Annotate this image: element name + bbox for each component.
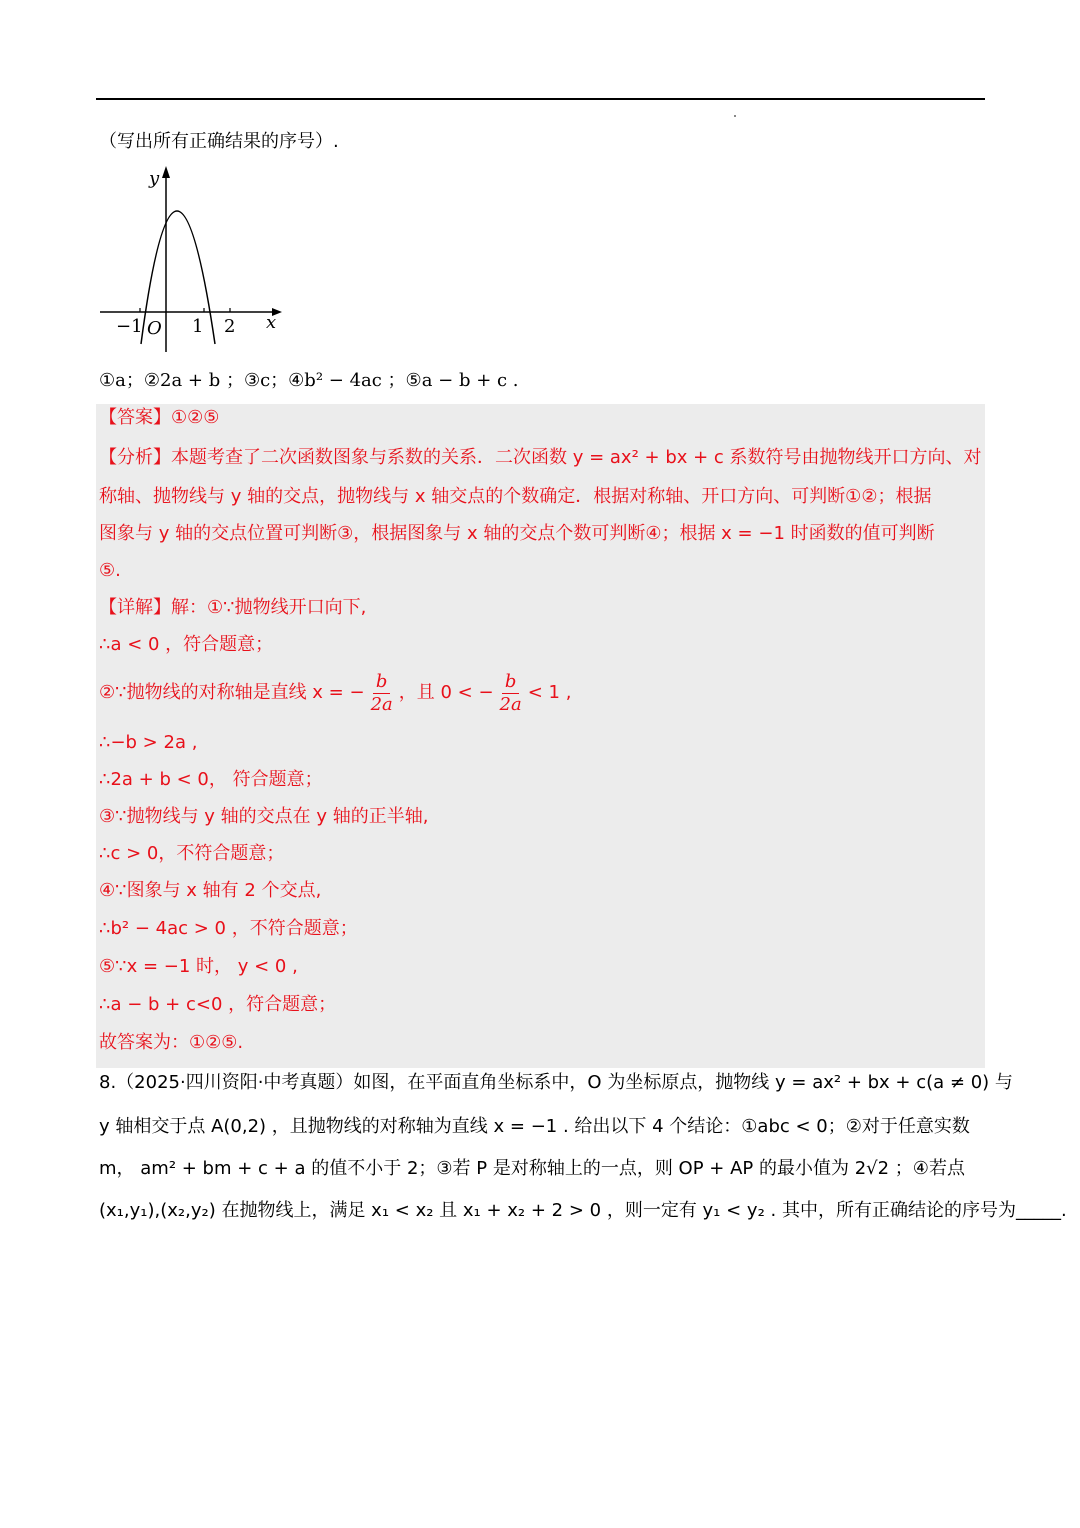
detail-line-7: ∴c > 0，不符合题意； <box>99 843 285 864</box>
origin-label: O <box>147 318 162 339</box>
tick-label-1: 1 <box>192 316 204 337</box>
detail-line-11: ∴a − b + c<0 ，符合题意； <box>99 994 337 1015</box>
fraction-denominator: 2a <box>370 693 393 715</box>
detail-line-10: ⑤∵x = −1 时， y < 0 , <box>99 956 298 977</box>
q8-line-4: (x₁,y₁),(x₂,y₂) 在抛物线上，满足 x₁ < x₂ 且 x₁ + x₂ + 2 > 0 ，则一定有 y₁ < y₂ . 其中，所有正确结论的序号为_____. <box>99 1200 1067 1221</box>
fraction-b-over-2a-second <box>497 671 525 716</box>
detail-line-8: ④∵图象与 x 轴有 2 个交点, <box>99 880 322 901</box>
header-rule <box>96 98 985 100</box>
fraction-numerator: b <box>373 671 391 694</box>
detail-line-2: ∴a < 0 ，符合题意； <box>99 634 274 655</box>
tick-label-2: 2 <box>224 316 236 337</box>
q8-line-3: m， am² + bm + c + a 的值不小于 2；③若 P 是对称轴上的一点，则 OP + AP 的最小值为 2√2 ；④若点 <box>99 1158 965 1179</box>
tick-label-neg1: −1 <box>116 316 143 337</box>
analysis-line-1: 【分析】本题考查了二次函数图象与系数的关系．二次函数 y = ax² + bx + c 系数符号由抛物线开口方向、对 <box>99 447 982 468</box>
fraction-denominator-second: 2a <box>499 693 522 715</box>
q8-line-1: 8.（2025·四川资阳·中考真题）如图，在平面直角坐标系中，O 为坐标原点，抛物线 y = ax² + bx + c(a ≠ 0) 与 <box>99 1072 1013 1093</box>
detail-line-3-mid: ，且 0 < − <box>398 682 494 703</box>
detail-line-6: ③∵抛物线与 y 轴的交点在 y 轴的正半轴, <box>99 806 429 827</box>
answer-line: 【答案】①②⑤ <box>99 407 220 428</box>
detail-line-9: ∴b² − 4ac > 0 ，不符合题意； <box>99 918 358 939</box>
instruction-text: （写出所有正确结果的序号）. <box>99 131 339 152</box>
analysis-line-4: ⑤. <box>99 560 121 581</box>
x-axis-label: x <box>266 312 277 333</box>
analysis-line-3: 图象与 y 轴的交点位置可判断③，根据图象与 x 轴的交点个数可判断④；根据 x = −1 时函数的值可判断 <box>99 523 935 544</box>
detail-line-5: ∴2a + b < 0， 符合题意； <box>99 769 323 790</box>
y-axis-label: y <box>149 168 160 189</box>
y-axis-arrow <box>162 166 170 178</box>
q8-line-2: y 轴相交于点 A(0,2) ，且抛物线的对称轴为直线 x = −1 . 给出以下 4 个结论：①abc < 0；②对于任意实数 <box>99 1116 970 1137</box>
detail-line-4: ∴−b > 2a , <box>99 732 198 753</box>
detail-line-12: 故答案为：①②⑤. <box>99 1032 244 1053</box>
detail-line-3 <box>99 668 571 718</box>
header-dot <box>734 115 736 117</box>
detail-line-1: 【详解】解：①∵抛物线开口向下, <box>99 597 367 618</box>
detail-line-3-post: < 1 , <box>527 682 572 703</box>
fraction-b-over-2a <box>368 671 396 716</box>
analysis-line-2: 称轴、抛物线与 y 轴的交点，抛物线与 x 轴交点的个数确定．根据对称轴、开口方向、可判断①②；根据 <box>99 486 932 507</box>
parabola-graph <box>96 160 296 360</box>
q7-options: ①a；②2a + b ；③c；④b² − 4ac ；⑤a − b + c . <box>99 370 519 391</box>
detail-line-3-pre: ②∵抛物线的对称轴是直线 x = − <box>99 682 365 703</box>
fraction-numerator-second: b <box>502 671 520 694</box>
